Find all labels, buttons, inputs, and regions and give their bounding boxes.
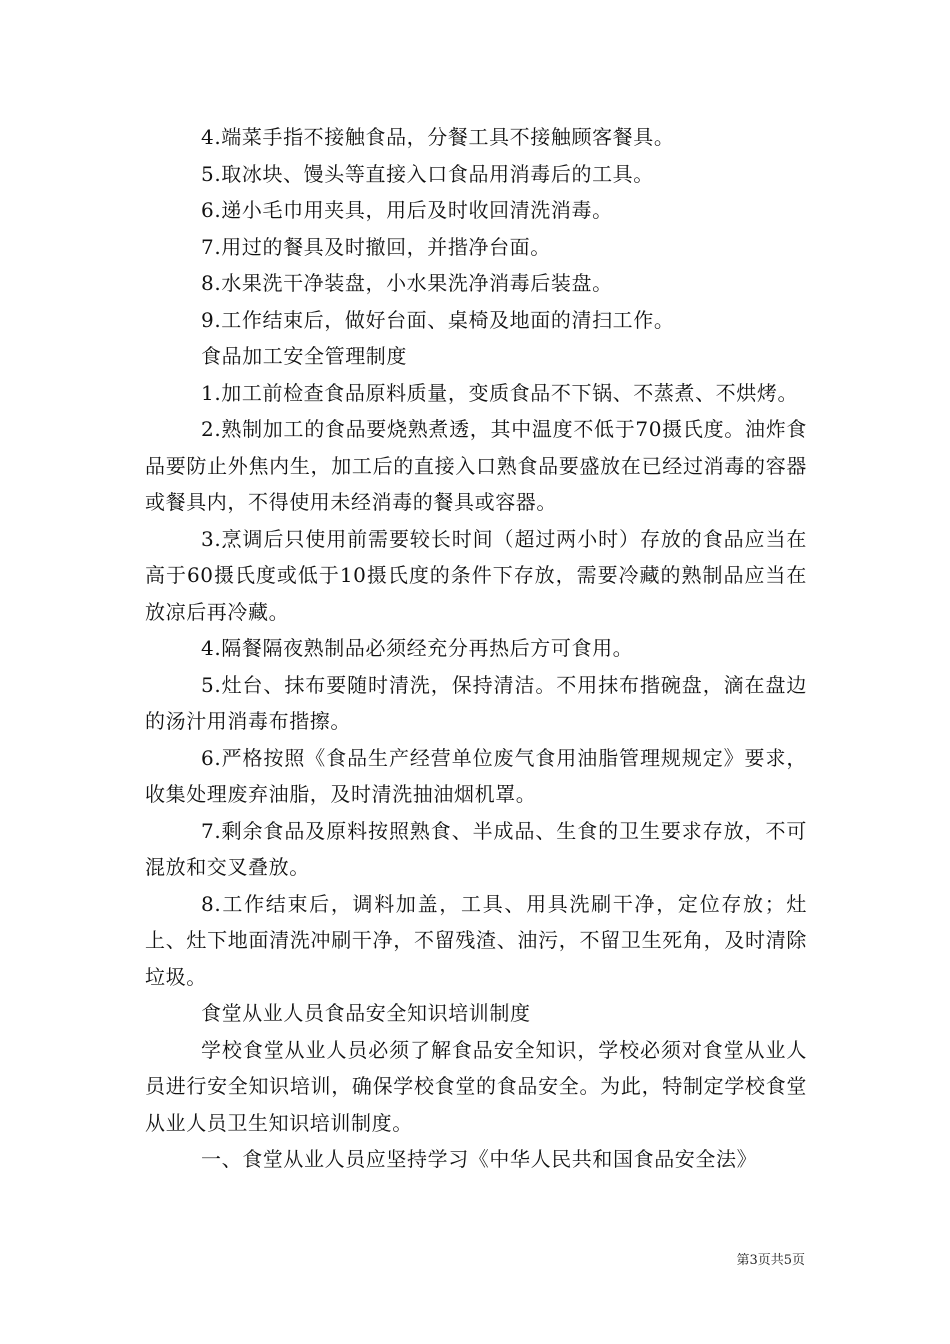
paragraph: 7.剩余食品及原料按照熟食、半成品、生食的卫生要求存放，不可混放和交叉叠放。 bbox=[145, 818, 807, 879]
paragraph: 1.加工前检查食品原料质量，变质食品不下锅、不蒸煮、不烘烤。 bbox=[201, 380, 799, 405]
paragraph: 5.取冰块、馒头等直接入口食品用消毒后的工具。 bbox=[201, 161, 654, 186]
paragraph: 3.烹调后只使用前需要较长时间（超过两小时）存放的食品应当在高于60摄氏度或低于10摄氏度的条件下存放，需要冷藏的熟制品应当在放凉后再冷藏。 bbox=[145, 526, 807, 624]
section-heading: 食堂从业人员食品安全知识培训制度 bbox=[201, 1001, 531, 1025]
paragraph: 7.用过的餐具及时撤回，并揩净台面。 bbox=[201, 234, 551, 259]
paragraph: 一、食堂从业人员应坚持学习《中华人民共和国食品安全法》 bbox=[201, 1147, 758, 1171]
document-body bbox=[145, 119, 807, 1178]
paragraph: 6.递小毛巾用夹具，用后及时收回清洗消毒。 bbox=[201, 198, 613, 222]
paragraph: 4.端菜手指不接触食品，分餐工具不接触顾客餐具。 bbox=[201, 125, 675, 149]
paragraph: 8.工作结束后，调料加盖，工具、用具洗刷干净，定位存放；灶上、灶下地面清洗冲刷干净，不留残渣、油污，不留卫生死角，及时清除垃圾。 bbox=[145, 891, 807, 989]
paragraph: 6.严格按照《食品生产经营单位废气食用油脂管理规规定》要求，收集处理废弃油脂，及时清洗抽油烟机罩。 bbox=[145, 745, 807, 806]
paragraph: 8.水果洗干净装盘，小水果洗净消毒后装盘。 bbox=[201, 271, 613, 295]
paragraph: 2.熟制加工的食品要烧熟煮透，其中温度不低于70摄氏度。油炸食品要防止外焦内生，加工后的直接入口熟食品要盛放在已经过消毒的容器或餐具内，不得使用未经消毒的餐具或容器。 bbox=[145, 417, 807, 514]
paragraph: 5.灶台、抹布要随时清洗，保持清洁。不用抹布揩碗盘，滴在盘边的汤汁用消毒布揩擦。 bbox=[145, 672, 807, 733]
paragraph: 学校食堂从业人员必须了解食品安全知识，学校必须对食堂从业人员进行安全知识培训，确保学校食堂的食品安全。为此，特制定学校食堂从业人员卫生知识培训制度。 bbox=[145, 1037, 807, 1135]
paragraph: 9.工作结束后，做好台面、桌椅及地面的清扫工作。 bbox=[201, 307, 675, 332]
page-number: 第3页共5页 bbox=[736, 1253, 805, 1268]
paragraph: 4.隔餐隔夜熟制品必须经充分再热后方可食用。 bbox=[201, 636, 634, 660]
section-heading: 食品加工安全管理制度 bbox=[201, 344, 407, 368]
